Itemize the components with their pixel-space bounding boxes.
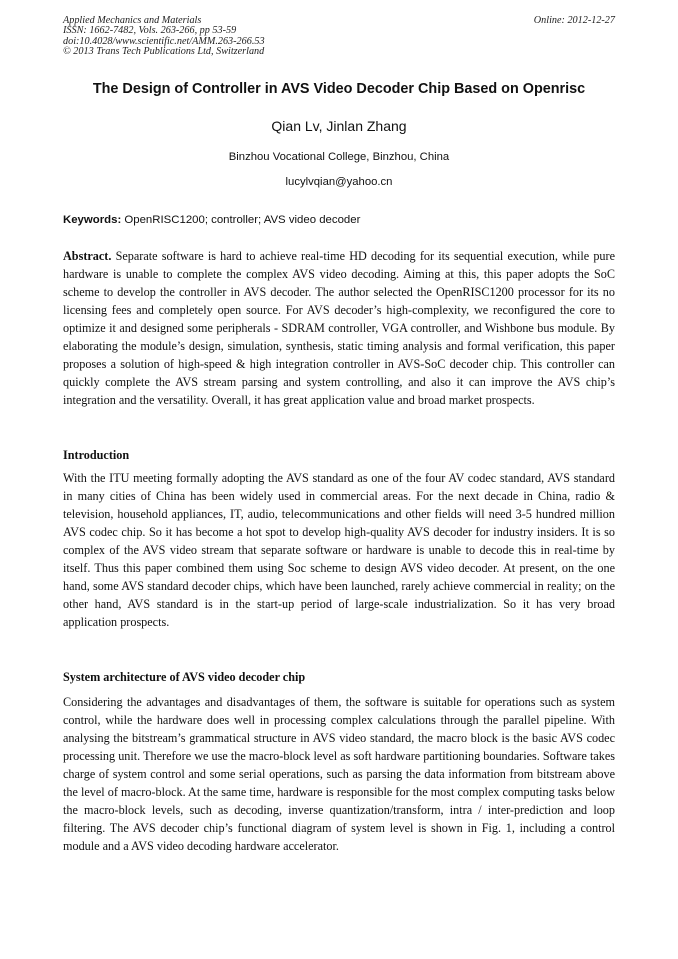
online-date: Online: 2012-12-27	[533, 15, 615, 26]
doi-line: doi:10.4028/www.scientific.net/AMM.263-266.53	[63, 35, 265, 47]
author-email[interactable]: lucylvqian@yahoo.cn	[285, 176, 393, 188]
paper-authors: Qian Lv, Jinlan Zhang	[271, 118, 407, 134]
keywords-text: OpenRISC1200; controller; AVS video decoder	[124, 214, 361, 226]
keywords	[63, 213, 615, 228]
journal-name: Applied Mechanics and Materials	[63, 15, 202, 26]
section-heading-system-architecture: System architecture of AVS video decoder chip	[63, 670, 306, 684]
paper-affiliation: Binzhou Vocational College, Binzhou, China	[228, 151, 450, 163]
paper-title: The Design of Controller in AVS Video Decoder Chip Based on Openrisc	[92, 81, 586, 97]
journal-header	[63, 16, 265, 57]
keywords-label: Keywords:	[63, 214, 122, 226]
section-text-introduction: With the ITU meeting formally adopting the AVS standard as one of the four AV codec standard, AVS standard in many cities of China has been widely used in commercial areas. For the next decade in China, radio & television, household appliances, IT, audio, telecommunications and other fields will need 3-5 hundred million AVS codec chip. So it has become a hot spot to develop high-quality AVS decoder for industry insiders. It is so complex of the AVS video stream that separate software or hardware is unable to decode this in real-time by itself. Thus this paper combined them using Soc scheme to design AVS video decoder. At present, on the one hand, some AVS standard decoder chips, which have been launched, rarely achieve commercial in reality; on the other hand, AVS standard is in the start-up period of large-scale industrialization. So it has very broad application prospects.	[63, 471, 615, 629]
issn-line: ISSN: 1662-7482, Vols. 263-266, pp 53-59	[63, 25, 237, 37]
section-text-system-architecture: Considering the advantages and disadvantages of them, the software is suitable for operations such as system control, while the hardware does well in processing complex calculations through the parallel pipeline. With analysing the bitstream’s grammatical structure in AVS video standard, the macro block is the basic AVS codec processing unit. Therefore we use the macro-block level as soft hardware partitioning boundaries. Software takes charge of system control and some serial operations, such as parsing the data information from bitstream above the level of macro-block. At the same time, hardware is responsible for the most complex computing tasks below the macro-block levels, such as decoding, inverse quantization/transform, intra / inter-prediction and loop filtering. The AVS decoder chip’s functional diagram of system level is shown in Fig. 1, including a control module and a AVS video decoding hardware accelerator.	[63, 695, 615, 853]
abstract-text: Separate software is hard to achieve real-time HD decoding for its sequential execution, while pure hardware is unable to complete the complex AVS video decoding. Aiming at this, this paper adopts the SoC scheme to develop the controller in AVS decoder. The author selected the OpenRISC1200 processor for its no licensing fees and completely open source. For AVS decoder’s high-complexity, we reconfigured the core to optimize it and designed some peripherals - SDRAM controller, VGA controller, and Wishbone bus module. By elaborating the module’s design, simulation, synthesis, static timing analysis and formal verification, this paper proposes a solution of high-speed & high integration controller in AVS-SoC decoder chip. This controller can quickly complete the AVS stream parsing and system controlling, and also it can improve the AVS chip’s integration and the versatility. Overall, it has great application value and broad market prospects.	[63, 249, 615, 407]
copyright-line: © 2013 Trans Tech Publications Ltd, Switzerland	[63, 45, 265, 57]
abstract-label: Abstract.	[63, 249, 112, 263]
abstract	[63, 247, 615, 409]
section-heading-introduction: Introduction	[63, 448, 130, 462]
